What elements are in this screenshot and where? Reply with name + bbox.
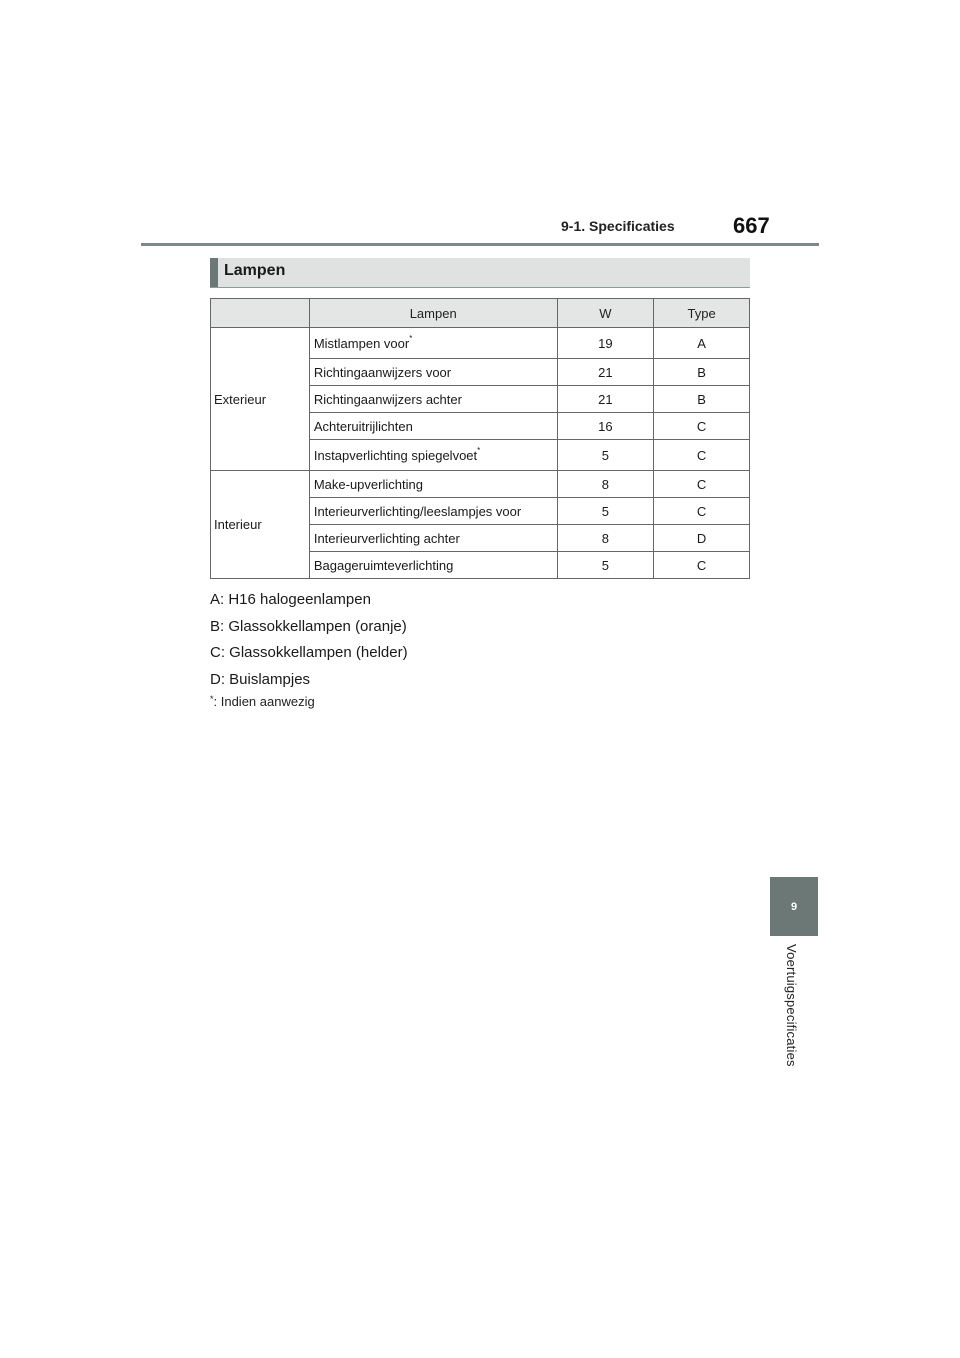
header-cell-group bbox=[211, 299, 310, 328]
lamp-name: Instapverlichting spiegelvoet* bbox=[309, 440, 557, 471]
lamp-type: C bbox=[654, 413, 750, 440]
page-header-section: 9-1. Specificaties bbox=[561, 218, 675, 234]
legend-item: B: Glassokkellampen (oranje) bbox=[210, 617, 407, 635]
group-label: Interieur bbox=[211, 471, 310, 579]
legend-item: D: Buislampjes bbox=[210, 670, 311, 688]
lamp-name: Mistlampen voor* bbox=[309, 328, 557, 359]
lamp-watt: 5 bbox=[557, 498, 654, 525]
lamp-type: C bbox=[654, 440, 750, 471]
type-legend bbox=[210, 590, 408, 696]
footnote-mark: * bbox=[409, 333, 413, 343]
lamp-watt: 5 bbox=[557, 440, 654, 471]
chapter-number: 9 bbox=[790, 900, 798, 913]
group-label: Exterieur bbox=[211, 328, 310, 471]
footnote-mark: * bbox=[477, 445, 481, 455]
legend-item: C: Glassokkellampen (helder) bbox=[210, 644, 408, 661]
lamp-watt: 16 bbox=[557, 413, 654, 440]
lamp-watt: 8 bbox=[557, 471, 654, 498]
lamp-name: Richtingaanwijzers achter bbox=[309, 386, 557, 413]
lamp-watt: 5 bbox=[557, 552, 654, 579]
lamp-name: Achteruitrijlichten bbox=[309, 413, 557, 440]
lamp-spec-table bbox=[210, 298, 750, 579]
lamp-type: D bbox=[654, 525, 750, 552]
table-row bbox=[211, 471, 750, 498]
footnote bbox=[210, 694, 315, 709]
table-header-row bbox=[211, 299, 750, 328]
table-row bbox=[211, 328, 750, 359]
section-accent bbox=[210, 258, 218, 287]
lamp-name: Make-upverlichting bbox=[309, 471, 557, 498]
lamp-watt: 21 bbox=[557, 359, 654, 386]
chapter-label: Voertuigspecificaties bbox=[784, 944, 799, 1067]
lamp-watt: 21 bbox=[557, 386, 654, 413]
lamp-type: A bbox=[654, 328, 750, 359]
footnote-mark: * bbox=[210, 694, 214, 704]
section-title: Lampen bbox=[224, 262, 286, 279]
lamp-watt: 8 bbox=[557, 525, 654, 552]
lamp-name: Bagageruimteverlichting bbox=[309, 552, 557, 579]
lamp-type: C bbox=[654, 471, 750, 498]
lamp-type: B bbox=[654, 386, 750, 413]
footnote-text: : Indien aanwezig bbox=[213, 694, 315, 709]
header-cell-lamps: Lampen bbox=[309, 299, 557, 328]
lamp-name: Interieurverlichting/leeslampjes voor bbox=[309, 498, 557, 525]
lamp-type: C bbox=[654, 552, 750, 579]
lamp-type: B bbox=[654, 359, 750, 386]
lamp-name: Richtingaanwijzers voor bbox=[309, 359, 557, 386]
legend-item: A: H16 halogeenlampen bbox=[210, 591, 371, 608]
lamp-type: C bbox=[654, 498, 750, 525]
lamp-watt: 19 bbox=[557, 328, 654, 359]
section-title-bar bbox=[210, 258, 750, 288]
header-cell-type: Type bbox=[654, 299, 750, 328]
header-rule bbox=[141, 243, 819, 246]
header-cell-watt: W bbox=[557, 299, 654, 328]
chapter-tab bbox=[770, 877, 818, 936]
lamp-name: Interieurverlichting achter bbox=[309, 525, 557, 552]
page-number: 667 bbox=[733, 213, 770, 238]
